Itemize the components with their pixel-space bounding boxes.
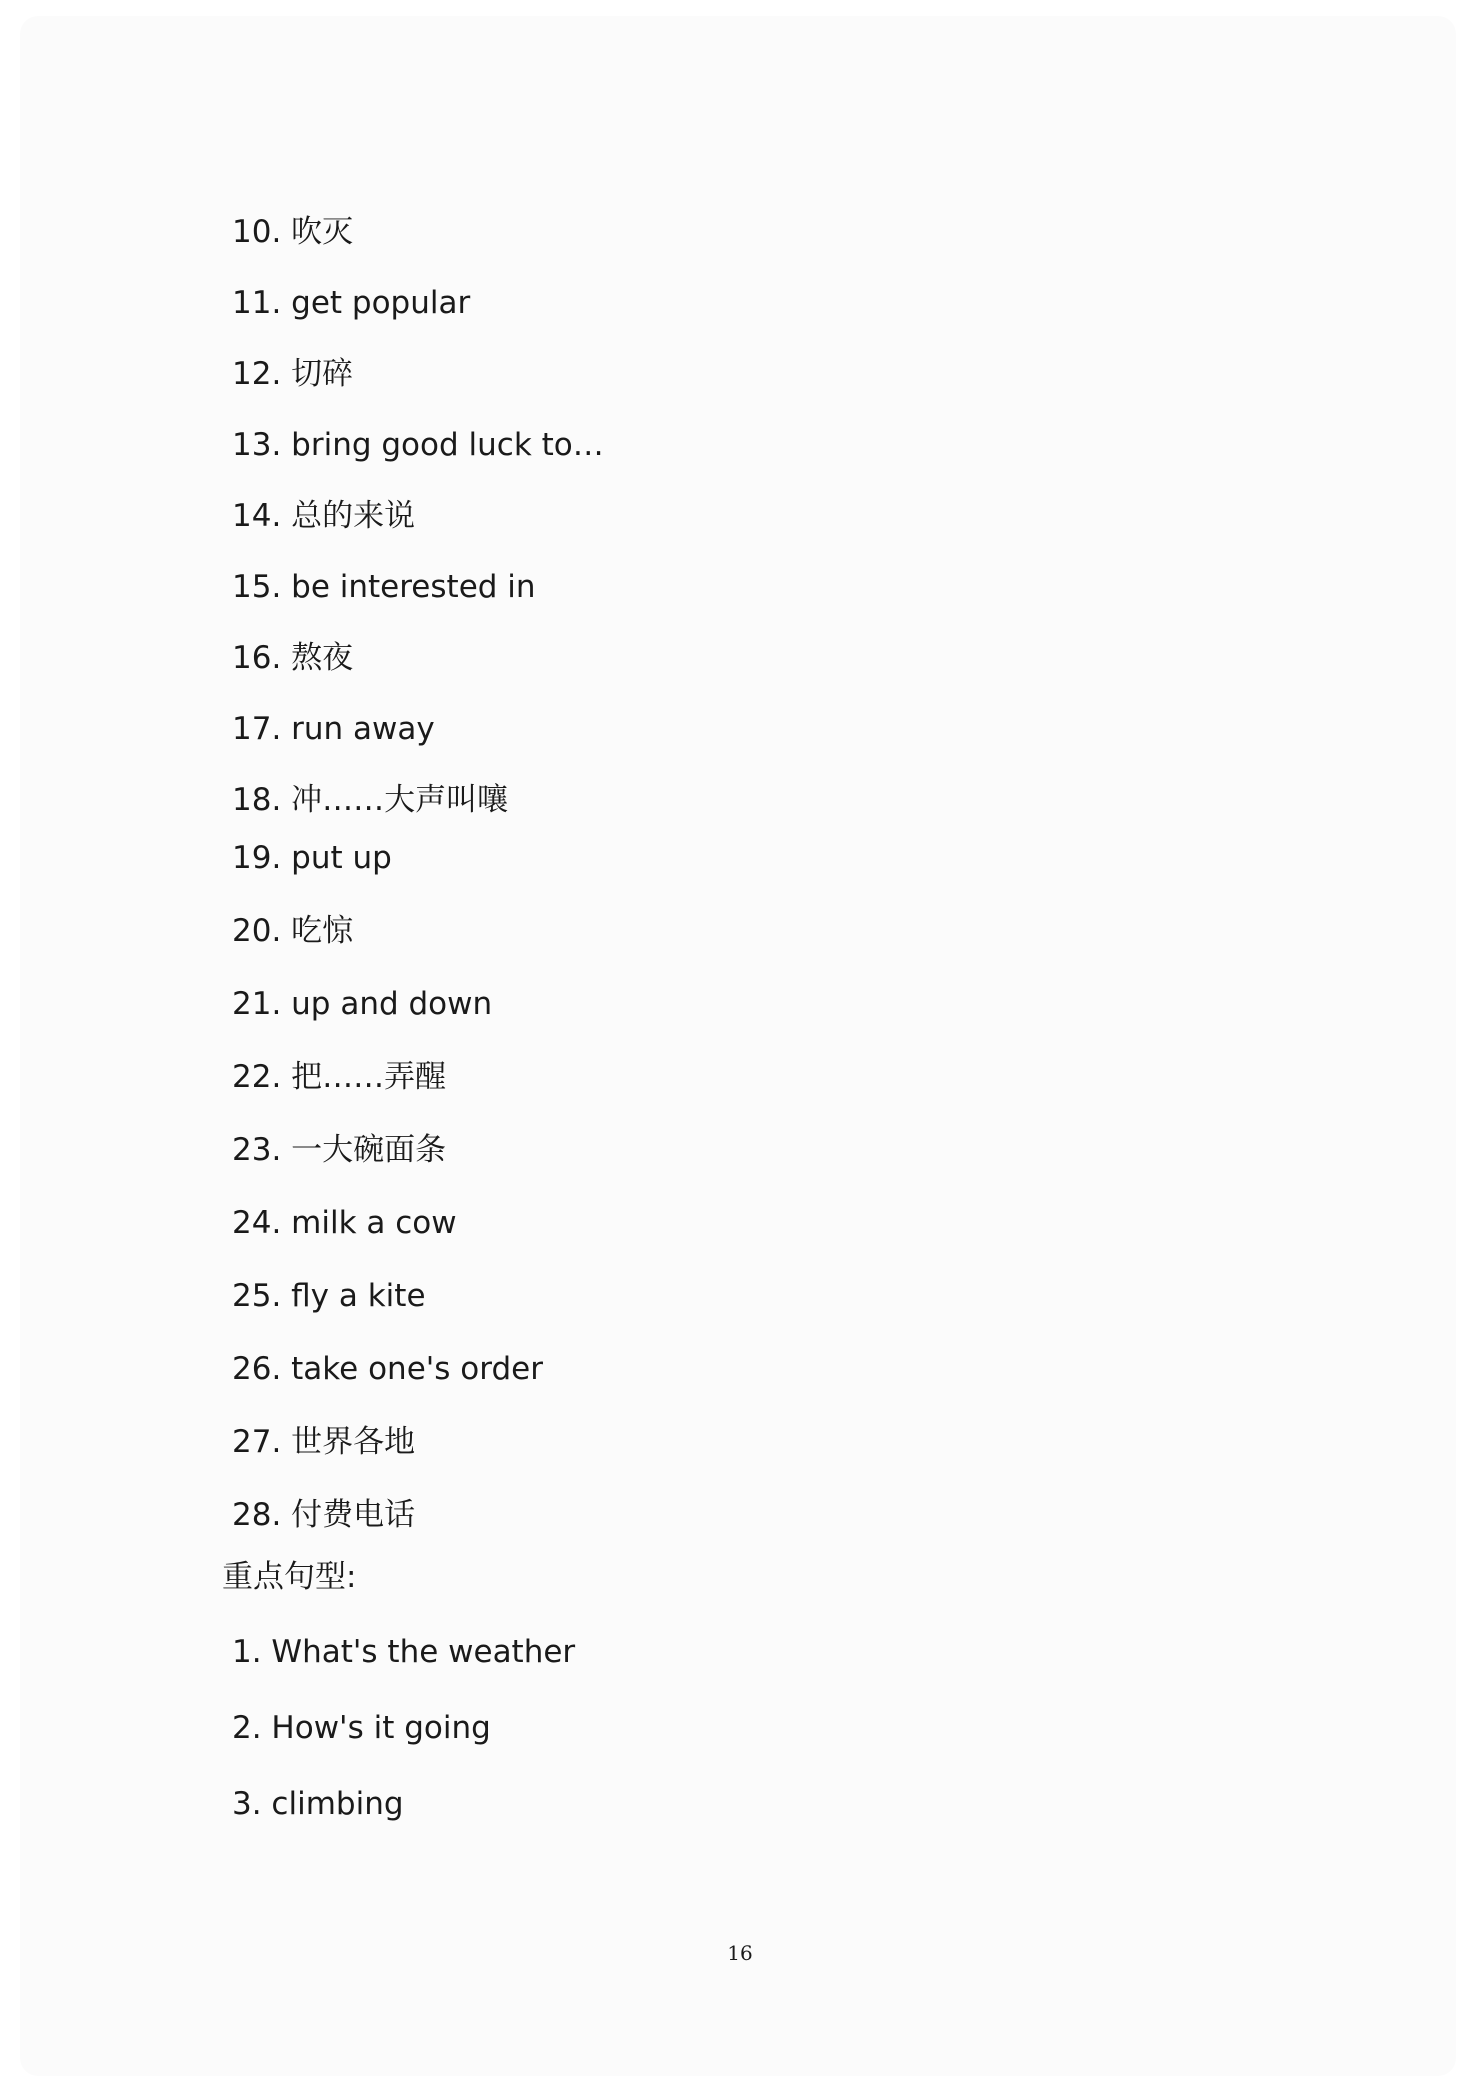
phrase-item: 14. 总的来说 (232, 498, 416, 534)
document-page (20, 16, 1456, 2076)
section-title: 重点句型: (222, 1559, 357, 1595)
phrase-item: 17. run away (232, 711, 435, 747)
phrase-item: 19. put up (232, 840, 392, 876)
phrase-item: 28. 付费电话 (232, 1497, 416, 1533)
phrase-item: 10. 吹灭 (232, 214, 354, 250)
sentence-item: 1. What's the weather (232, 1634, 576, 1670)
sentence-item: 3. climbing (232, 1786, 404, 1822)
phrase-item: 27. 世界各地 (232, 1424, 416, 1460)
phrase-item: 11. get popular (232, 285, 471, 321)
phrase-item: 24. milk a cow (232, 1205, 457, 1241)
phrase-item: 23. 一大碗面条 (232, 1132, 447, 1168)
phrase-item: 15. be interested in (232, 569, 536, 605)
sentence-item: 2. How's it going (232, 1710, 491, 1746)
phrase-item: 20. 吃惊 (232, 913, 354, 949)
phrase-item: 18. 冲……大声叫嚷 (232, 782, 509, 818)
phrase-item: 16. 熬夜 (232, 640, 354, 676)
phrase-item: 12. 切碎 (232, 356, 354, 392)
page-number: 16 (727, 1941, 753, 1965)
phrase-item: 13. bring good luck to… (232, 427, 604, 463)
phrase-item: 22. 把……弄醒 (232, 1059, 447, 1095)
phrase-item: 21. up and down (232, 986, 493, 1022)
phrase-item: 26. take one's order (232, 1351, 543, 1387)
phrase-item: 25. fly a kite (232, 1278, 426, 1314)
